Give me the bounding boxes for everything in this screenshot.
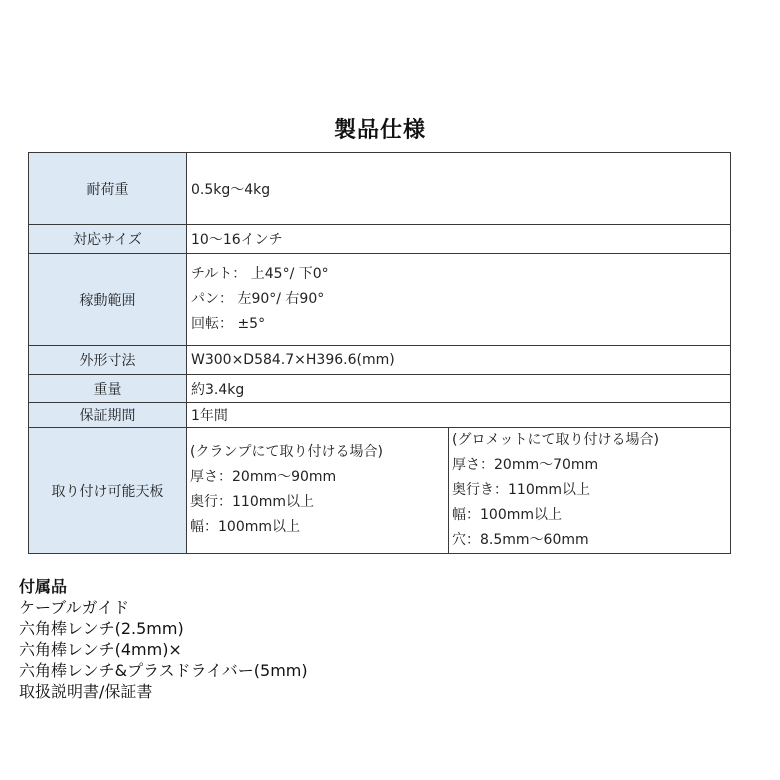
- clamp-depth: 奥行：110mm以上: [190, 494, 314, 510]
- spec-value-load: 0.5kg～4kg: [187, 153, 731, 225]
- clamp-heading: (クランプにて取り付ける場合): [190, 444, 383, 460]
- spec-label-load: 耐荷重: [29, 153, 187, 225]
- spec-label-mount: 取り付け可能天板: [29, 428, 187, 554]
- spec-value-range: [187, 254, 731, 346]
- spec-label-dimensions: 外形寸法: [29, 346, 187, 375]
- spec-value-weight: 約3.4kg: [187, 375, 731, 403]
- spec-label-weight: 重量: [29, 375, 187, 403]
- accessory-item: ケーブルガイド: [19, 598, 130, 617]
- accessories-title: 付属品: [19, 577, 68, 596]
- spec-row-dimensions: [29, 346, 731, 375]
- spec-row-warranty: [29, 403, 731, 428]
- accessory-item: 六角棒レンチ&プラスドライバー(5mm): [19, 661, 308, 680]
- clamp-thickness: 厚さ：20mm～90mm: [190, 469, 337, 485]
- page-title: 製品仕様: [333, 118, 426, 143]
- grommet-heading: (グロメットにて取り付ける場合): [452, 432, 659, 448]
- accessories-section: [19, 576, 308, 702]
- grommet-width: 幅：100mm以上: [452, 507, 562, 523]
- spec-row-mount: [29, 428, 731, 554]
- spec-label-size: 対応サイズ: [29, 225, 187, 254]
- spec-table: [28, 152, 731, 554]
- grommet-depth: 奥行き：110mm以上: [452, 482, 590, 498]
- range-tilt: チルト： 上45°/ 下0°: [191, 266, 329, 282]
- spec-label-warranty: 保証期間: [29, 403, 187, 428]
- clamp-width: 幅：100mm以上: [190, 519, 300, 535]
- range-rotation: 回転： ±5°: [191, 316, 266, 332]
- spec-label-range: 稼動範囲: [29, 254, 187, 346]
- spec-value-warranty: 1年間: [187, 403, 731, 428]
- accessory-item: 取扱説明書/保証書: [19, 682, 153, 701]
- spec-row-weight: [29, 375, 731, 403]
- mount-clamp: [187, 428, 449, 554]
- grommet-hole: 穴：8.5mm～60mm: [452, 532, 589, 548]
- grommet-thickness: 厚さ：20mm～70mm: [452, 457, 599, 473]
- spec-row-load: [29, 153, 731, 225]
- spec-value-dimensions: W300×D584.7×H396.6(mm): [187, 346, 731, 375]
- spec-row-size: [29, 225, 731, 254]
- spec-value-size: 10～16インチ: [187, 225, 731, 254]
- range-pan: パン： 左90°/ 右90°: [191, 291, 325, 307]
- spec-row-range: [29, 254, 731, 346]
- accessory-item: 六角棒レンチ(4mm)×: [19, 640, 182, 659]
- mount-grommet: [449, 428, 731, 554]
- accessory-item: 六角棒レンチ(2.5mm): [19, 619, 184, 638]
